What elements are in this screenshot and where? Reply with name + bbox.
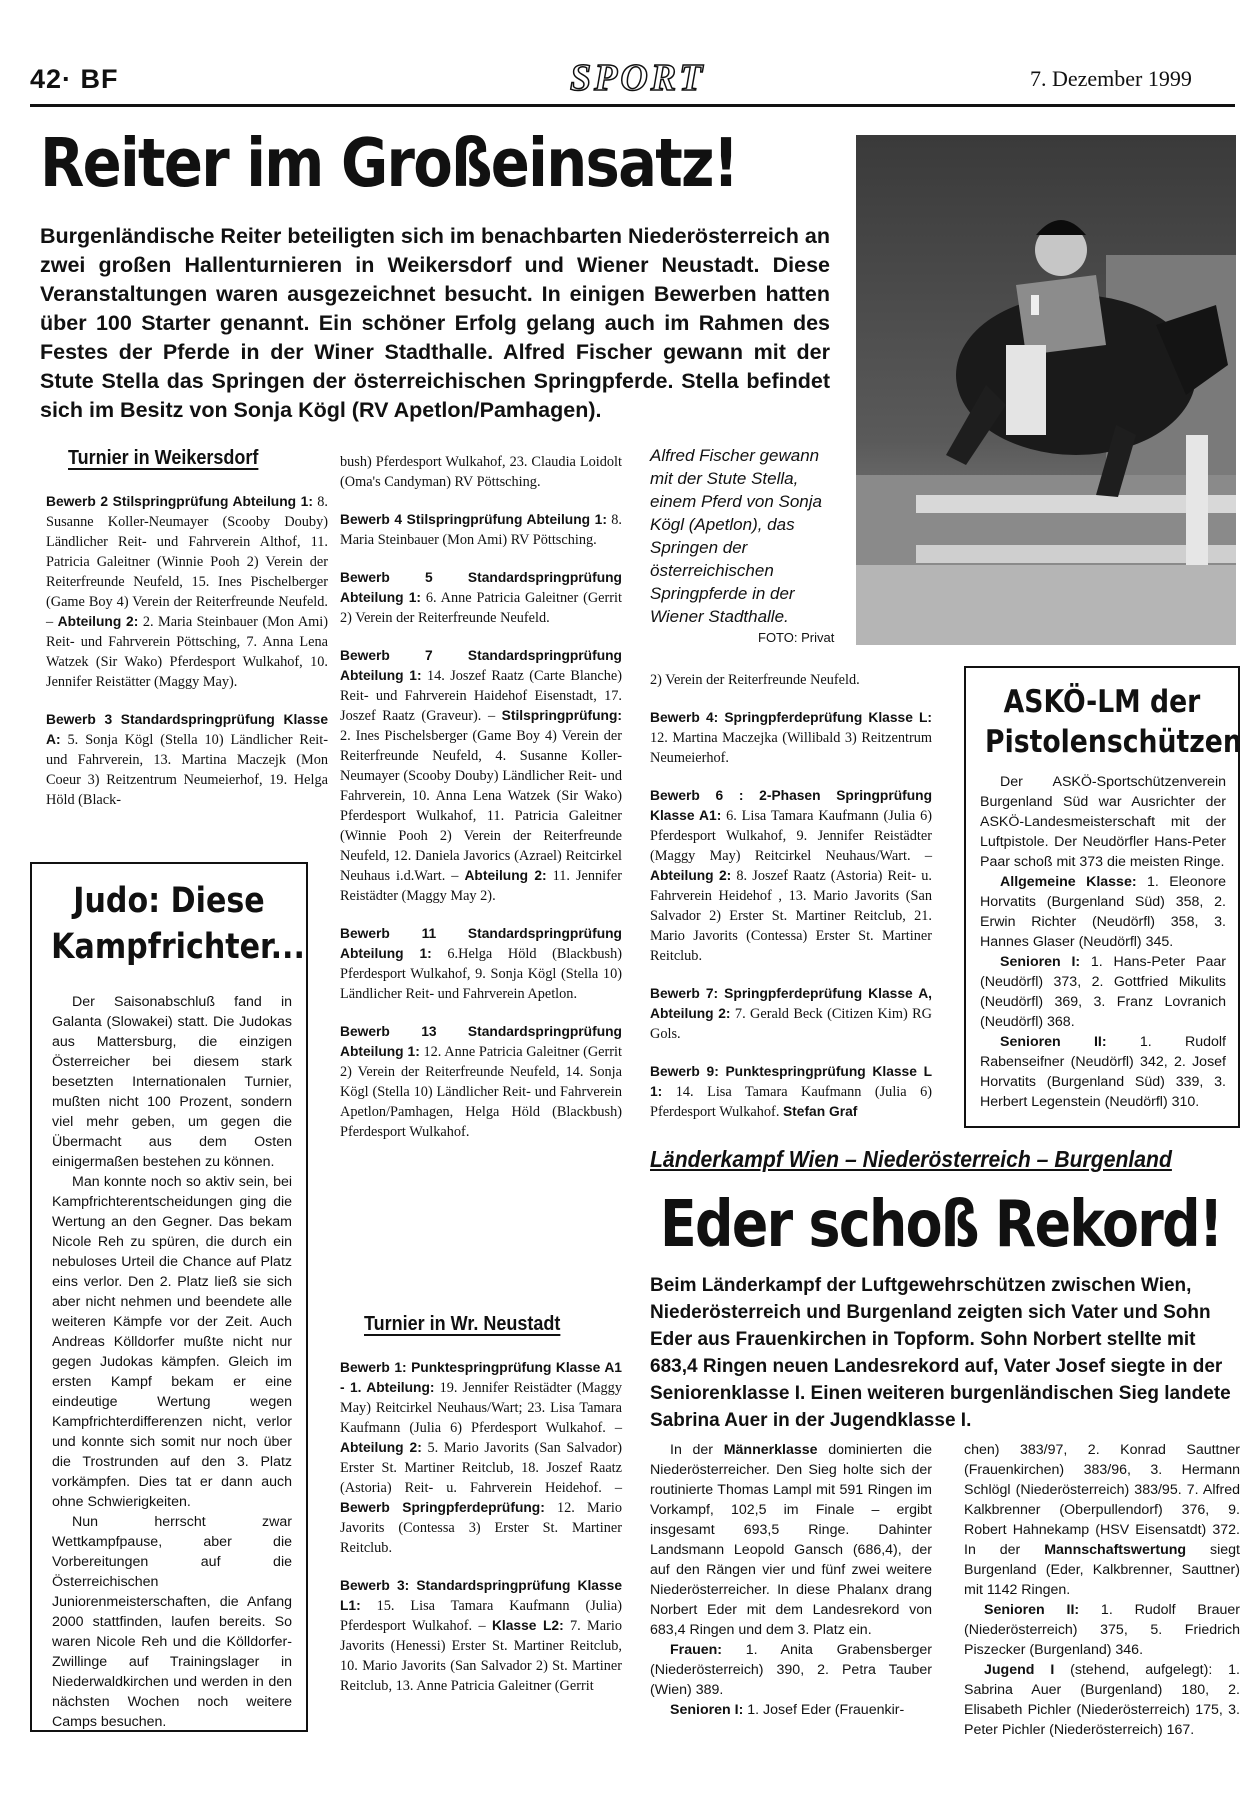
main-headline: Reiter im Großeinsatz! [40, 124, 738, 202]
subheading-wr-neustadt: Turnier in Wr. Neustadt [364, 1313, 561, 1335]
author-byline: Stefan Graf [782, 1104, 858, 1119]
eder-column-1: In der Männerklasse dominierten die Niederösterreicher. Den Sieg holte sich der routinierte Thomas Lampl mit 591 Ringen im Vorkampf, 102,5 im Finale – ergibt insgesamt 693,5 Ringe. Dahinter Landsmann Leopold Gansch (686,4), der auf den Rängen vier und fünf zwei weitere Niederösterreicher. In diese Phalanx drang Norbert Eder mit dem Landesrekord von 683,4 Ringen und dem 3. Platz ein. Frauen: 1. Anita Grabensberger (Niederösterreich) 390, 2. Petra Tauber (Wien) 389. Senioren I: 1. Josef Eder (Frauenkir- [650, 1442, 932, 1718]
issue-date: 7. Dezember 1999 [1030, 66, 1192, 91]
photo-caption: Alfred Fischer gewann mit der Stute Stella, einem Pferd von Sonja Kögl (Apetlon), das Springen der österreichischen Springpferde in der Wiener Stadthalle. [650, 446, 822, 626]
eder-headline: Eder schoß Rekord! [660, 1188, 1222, 1262]
results-column-2: bush) Pferdesport Wulkahof, 23. Claudia Loidolt (Oma's Candyman) RV Pöttsching. Bewerb 4 Stilspringprüfung Abteilung 1: 8. Maria Steinbauer (Mon Ami) RV Pöttsching. Bewerb 5 Standardspringprüfung Abteilung 1: 6. Anne Patricia Galeitner (Gerrit 2) Verein der Reiterfreunde Neufeld. Bewerb 7 Standardspringprüfung Abteilung 1: 14. Joszef Raatz (Carte Blanche) Reit- und Fahrverein Haidehof Eisenstadt, 17. Joszef Raatz (Graveur). – Stilspringprüfung: 2. Ines Pischelsberger (Game Boy 4) Verein der Reiterfreunde Neufeld, 4. Susanne Koller-Neumayer (Scooby Douby) Ländlicher Reit- und Fahrverein, 10. Anna Lena Watzek (Sir Wako) Pferdesport Wulkahof, 11. Patricia Galeitner (Winnie Pooh 2) Verein der Reiterfreunde Neufeld, 12. Daniela Javorics (Azrael) Reitcirkel Neuhaus i.d.Wart. – Abteilung 2: 11. Jennifer Reistädter (Maggy May 2). Bewerb 11 Standardspringprüfung Abteilung 1: 6.Helga Höld (Blackbush) Pferdesport Wulkahof, 9. Sonja Kögl (Stella 10) Ländlicher Reit- und Fahrverein Apetlon. Bewerb 13 Standardspringprüfung Abteilung 1: 12. Anne Patricia Galeitner (Gerrit 2) Verein der Reiterfreunde Neufeld, 14. Sonja Kögl (Stella 10) Ländlicher Reit- und Fahrverein Apetlon/Pamhagen, Helga Höld (Blackbush) Pferdesport Wulkahof. [340, 454, 623, 1140]
eder-column-2: chen) 383/97, 2. Konrad Sauttner (Frauenkirchen) 383/96, 3. Hermann Schlögl (Niederösterreich) 383/95. 7. Alfred Kalkbrenner (Oberpullendorf) 376, 9. Robert Hahnekamp (HSV Eisensatdt) 372. In der Mannschaftswertung siegt Burgenland (Eder, Kalkbrenner, Sauttner) mit 1142 Ringen. Senioren II: 1. Rudolf Brauer (Niederösterreich) 375, 5. Friedrich Piszecker (Burgenland) 346. Jugend I (stehend, aufgelegt): 1. Sabrina Auer (Burgenland) 180, 2. Elisabeth Pichler (Niederösterreich) 175, 3. Peter Pichler (Niederösterreich) 167. [964, 1442, 1240, 1738]
page-number: 42· BF [30, 64, 119, 94]
photo-credit: FOTO: Privat [758, 630, 835, 645]
askoe-title: ASKÖ-LM der Pistolenschützen [985, 684, 1242, 760]
eder-kicker: Länderkampf Wien – Niederösterreich – Burgenland [650, 1146, 1172, 1172]
askoe-body: Der ASKÖ-Sportschützenverein Burgenland Süd war Ausrichter der ASKÖ-Landesmeisterschaft mit der Luftpistole. Der Neudörfler Hans-Peter Paar schoß mit 373 die meisten Ringe. Allgemeine Klasse: 1. Eleonore Horvatits (Burgenland Süd) 358, 2. Erwin Richter (Neudörfl) 358, 3. Hannes Glaser (Neudörfl) 345. Senioren I: 1. Hans-Peter Paar (Neudörfl) 373, 2. Gottfried Mikulits (Neudörfl) 369, 3. Franz Lovranich (Neudörfl) 368. Senioren II: 1. Rudolf Rabenseifner (Neudörfl) 342, 2. Josef Horvatits (Burgenland Süd) 339, 3. Herbert Legenstein (Neudörfl) 310. [980, 774, 1227, 1110]
section-title: SPORT [570, 57, 706, 99]
eder-lead: Beim Länderkampf der Luftgewehrschützen zwischen Wien, Niederösterreich und Burgenland zeigten sich Vater und Sohn Eder aus Frauenkirchen in Topform. Sohn Norbert stellte mit 683,4 Ringen neuen Landesrekord auf, Vater Josef siegte in der Seniorenklasse I. Einen weiteren burgenländischen Sieg landete Sabrina Auer in der Jugendklasse I. [650, 1275, 1231, 1431]
results-column-1: Bewerb 2 Stilspringprüfung Abteilung 1: 8. Susanne Koller-Neumayer (Scooby Douby) Ländlicher Reit- und Fahrverein Althof, 11. Patricia Galeitner (Winnie Pooh 2) Verein der Reiterfreunde Neufeld, 15. Ines Pischelberger (Game Boy 4) Verein der Reiterfreunde Neufeld. – Abteilung 2: 2. Maria Steinbauer (Mon Ami) Reit- und Fahrverein Pöttsching, 7. Anna Lena Watzek (Sir Wako) Pferdesport Wulkahof, 10. Jennifer Reistätter (Maggy May). Bewerb 3 Standardspringprüfung Klasse A: 5. Sonja Kögl (Stella 10) Ländlicher Reit- und Fahrverein, 13. Martina Maczejk (Mon Coeur 3) Reitzentrum Neumeierhof, 19. Helga Höld (Black- [46, 494, 329, 808]
results-column-3: 2) Verein der Reiterfreunde Neufeld. Bewerb 4: Springpferdeprüfung Klasse L: 12. Martina Maczejka (Willibald 3) Reitzentrum Neumeierhof. Bewerb 6 : 2-Phasen Springprüfung Klasse A1: 6. Lisa Tamara Kaufmann (Julia 6) Pferdesport Wulkahof, 9. Jennifer Reistädter (Maggy May) Reitcirkel Neuhaus/Wart. – Abteilung 2: 8. Joszef Raatz (Astoria) Reit- u. Fahrverein Heidehof , 13. Mario Javorits (San Salvador 2) Erster St. Martiner Reitclub, 21. Mario Javorits (Contessa) Erster St. Martiner Reitclub. Bewerb 7: Springpferdeprüfung Klasse A, Abteilung 2: 7. Gerald Beck (Citizen Kim) RG Gols. Bewerb 9: Punktespringprüfung Klasse L 1: 14. Lisa Tamara Kaufmann (Julia 6) Pferdesport Wulkahof. Stefan Graf [650, 672, 932, 1120]
subheading-weikersdorf: Turnier in Weikersdorf [68, 447, 259, 469]
judo-title: Judo: Diese Kampfrichter... [51, 881, 305, 967]
results-column-2b: Bewerb 1: Punktespringprüfung Klasse A1 - 1. Abteilung: 19. Jennifer Reistädter (Maggy May) Reitcirkel Neuhaus/Wart; 23. Lisa Tamara Kaufmann (Julia 6) Pferdesport Wulkahof. – Abteilung 2: 5. Mario Javorits (San Salvador) Erster St. Martiner Reitclub, 18. Joszef Raatz (Astoria) Reit- u. Fahrverein Heidehof. – Bewerb Springpferdeprüfung: 12. Mario Javorits (Contessa 3) Erster St. Martiner Reitclub. Bewerb 3: Standardspringprüfung Klasse L1: 15. Lisa Tamara Kaufmann (Julia) Pferdesport Wulkahof. – Klasse L2: 7. Mario Javorits (Henessi) Erster St. Martiner Reitclub, 10. Mario Javorits (San Salvador 2) St. Martiner Reitclub, 13. Anne Patricia Galeitner (Gerrit [340, 1360, 622, 1694]
askoe-box [964, 666, 1240, 1128]
main-lead: Burgenländische Reiter beteiligten sich im benachbarten Niederösterreich an zwei großen Hallenturnieren in Weikersdorf und Wiener Neustadt. Diese Veranstaltungen waren ausgezeichnet besucht. In einigen Bewerben hatten über 100 Starter genannt. Ein schöner Erfolg gelang auch im Rahmen des Festes der Pferde in der Winer Stadthalle. Alfred Fischer gewann mit der Stute Stella das Springen der österreichischen Springpferde. Stella befindet sich im Besitz von Sonja Kögl (RV Apetlon/Pamhagen). [40, 224, 830, 422]
header-rule [30, 104, 1235, 107]
judo-box [30, 862, 308, 1732]
show-jumping-photo [856, 135, 1236, 645]
judo-body: Der Saisonabschluß fand in Galanta (Slowakei) statt. Die Judokas aus Mattersburg, die einzigen Österreicher bei diesem stark besetzten Internationalen Turnier, mußten nicht 100 Prozent, sondern viel mehr geben, um gegen die Übermacht aus dem Osten einigermaßen bestehen zu können. Man konnte noch so aktiv sein, bei Kampfrichterentscheidungen ging die Wertung an den Gegner. Das bekam Nicole Reh zu spüren, die durch ein nebuloses Urteil die Chance auf Platz eins verlor. Den 2. Platz ließ sie sich aber nicht nehmen und beendete alle weiteren Kämpfe vor der Zeit. Auch Andreas Kölldorfer mußte nicht nur gegen Judokas kämpfen. Gleich im ersten Kampf bekam er eine eindeutige Wertung wegen Kampfrichterdifferenzen nicht, verlor und konnte sich somit nur noch über die Trostrunden auf den 3. Platz vorkämpfen. Dies tat er dann auch ohne Schwierigkeiten. Nun herrscht zwar Wettkampfpause, aber die Vorbereitungen auf die Österreichischen Juniorenmeisterschaften, die Anfang 2000 stattfinden, laufen bereits. So waren Nicole Reh und die Kölldorfer-Zwillinge auf Trainingslager in Niederwaldkirchen und werden in den nächsten Wochen noch weitere Camps besuchen. [52, 994, 292, 1730]
